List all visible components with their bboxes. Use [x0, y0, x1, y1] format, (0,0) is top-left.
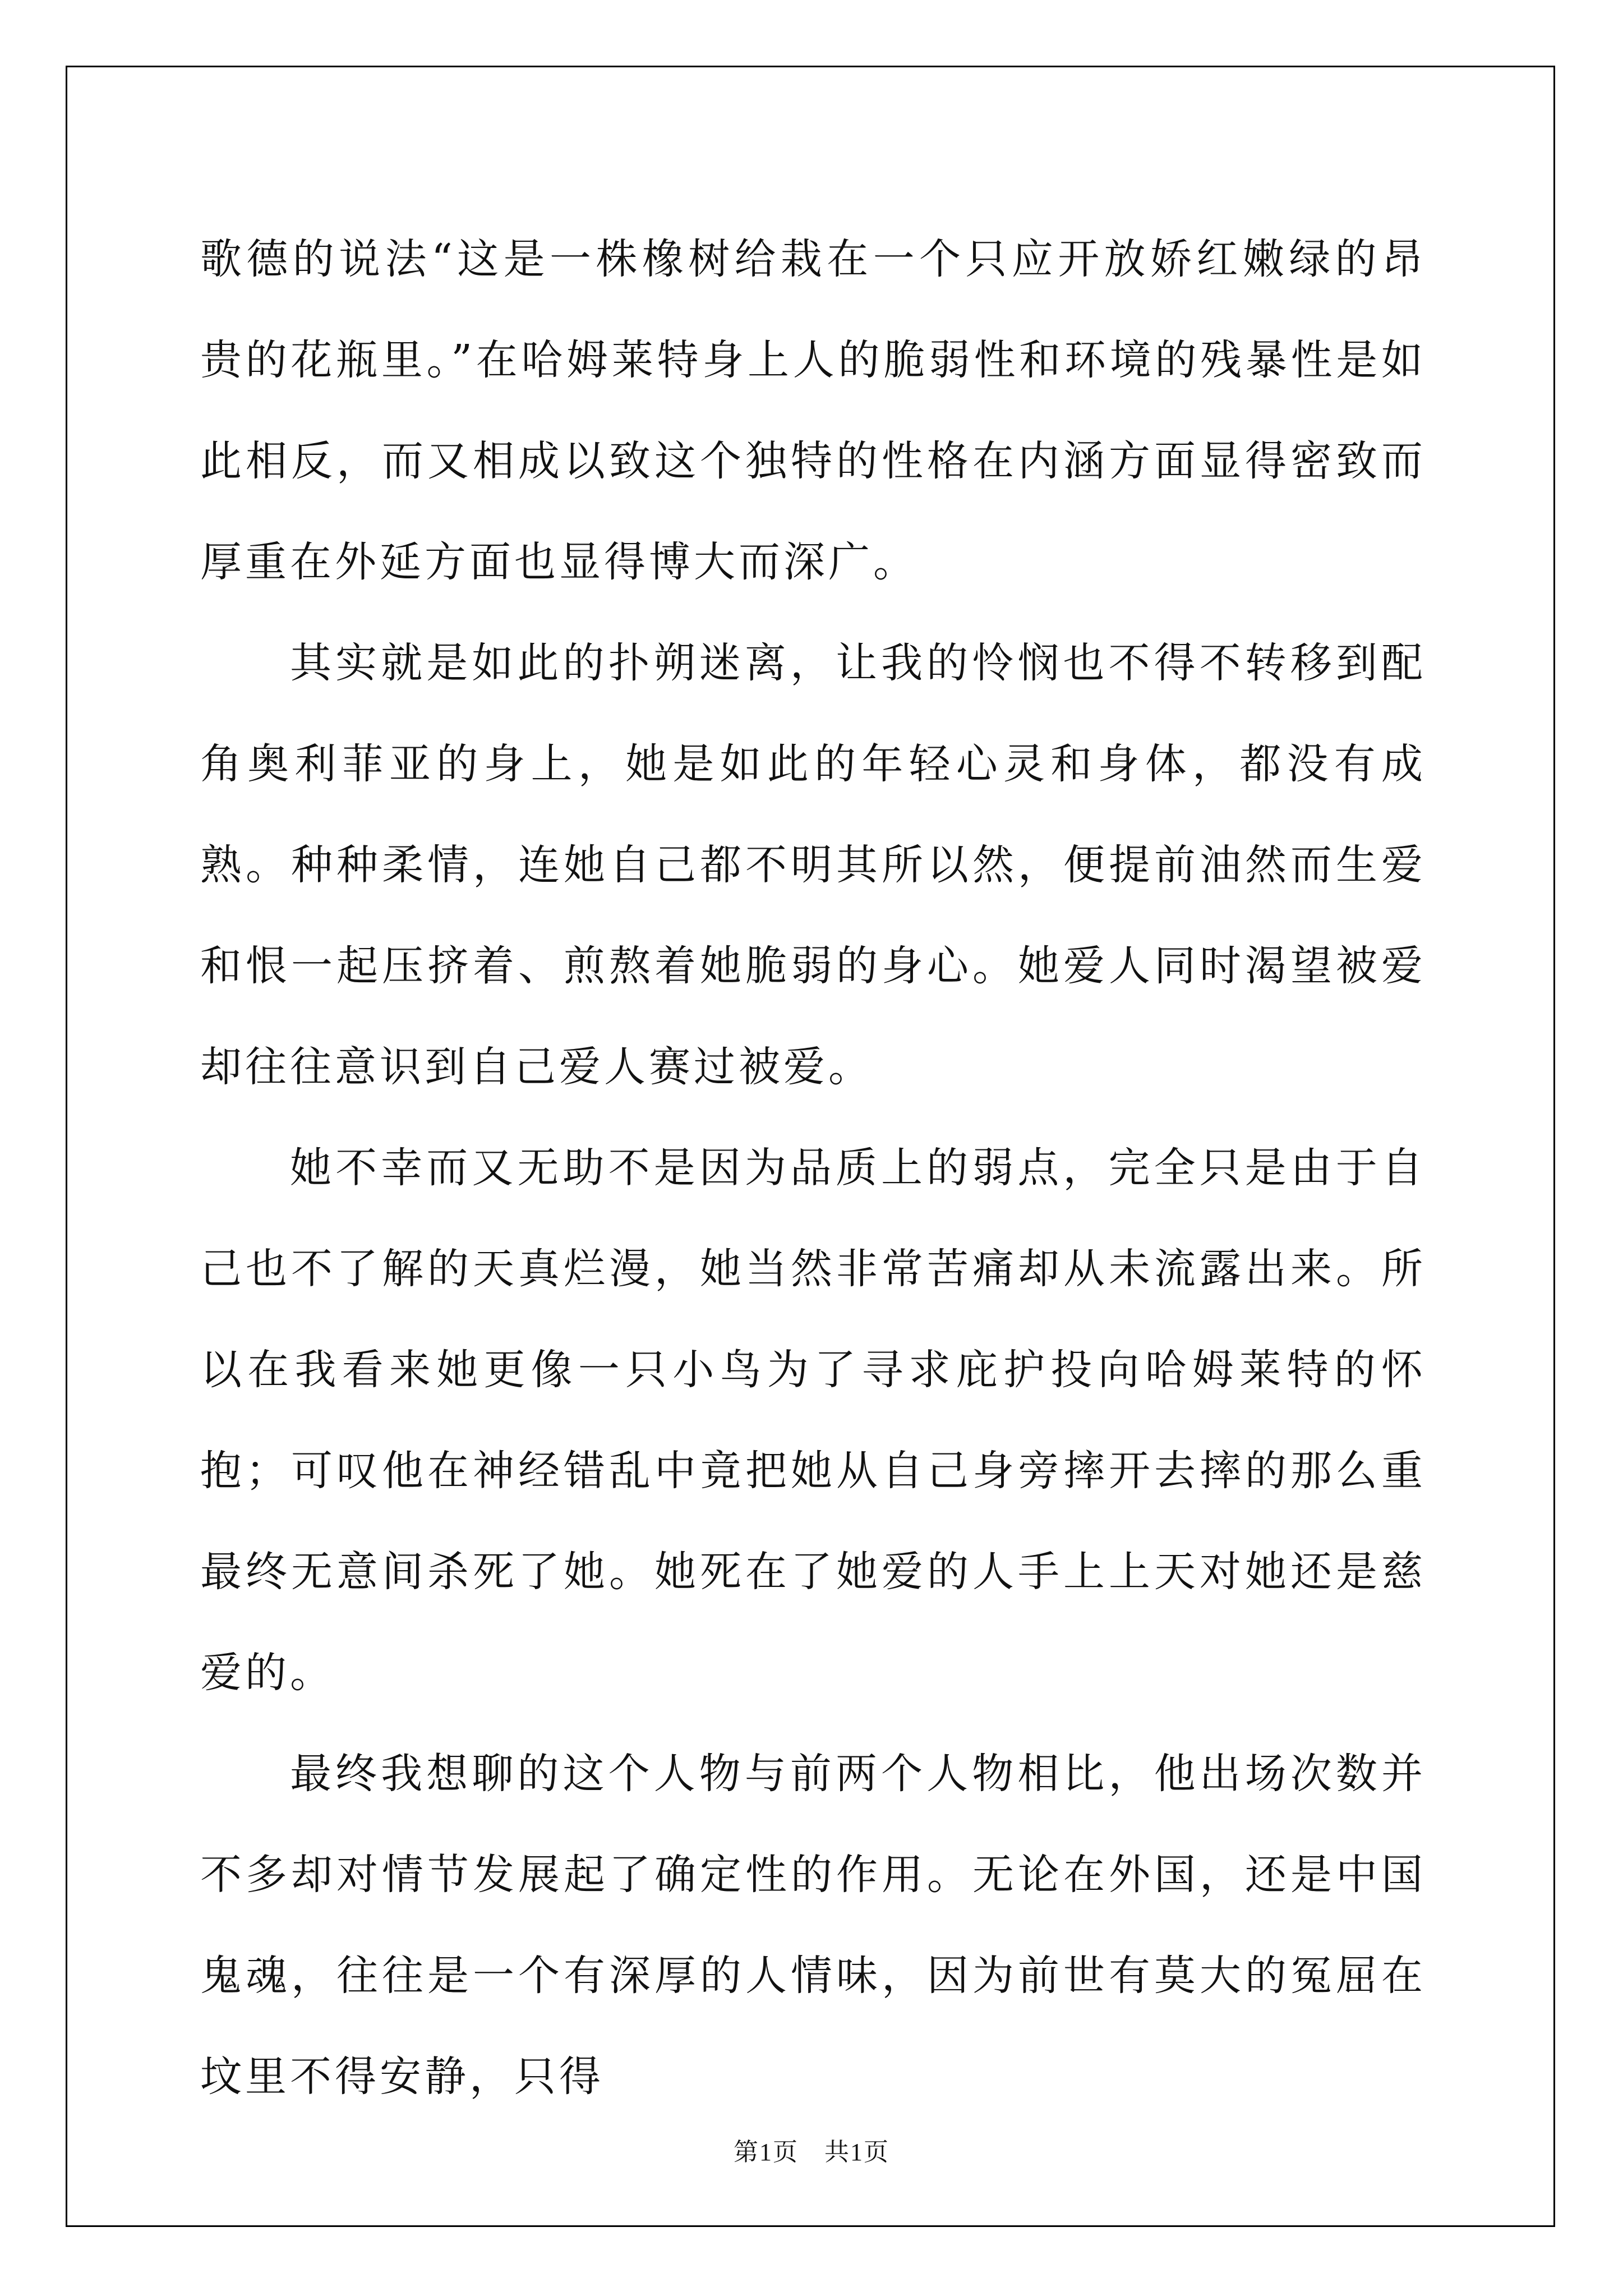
- page-footer: 第1页 共1页: [734, 2138, 889, 2166]
- document-body: [200, 209, 1426, 2127]
- paragraph-continuation: 歌德的说法“这是一株橡树给栽在一个只应开放娇红嫩绿的昂贵的花瓶里。”在哈姆莱特身上人的脆弱性和环境的残暴性是如此相反，而又相成以致这个独特的性格在内涵方面显得密致而厚重在外延方面也显得博大而深广。: [200, 235, 1426, 586]
- paragraph-ophelia-misfortune: 她不幸而又无助不是因为品质上的弱点，完全只是由于自己也不了解的天真烂漫，她当然非常苦痛却从未流露出来。所以在我看来她更像一只小鸟为了寻求庇护投向哈姆莱特的怀抱；可叹他在神经错乱中竟把她从自己身旁摔开去摔的那么重最终无意间杀死了她。她死在了她爱的人手上上天对她还是慈爱的。: [200, 1144, 1426, 1697]
- paragraph-ghost: 最终我想聊的这个人物与前两个人物相比，他出场次数并不多却对情节发展起了确定性的作用。无论在外国，还是中国鬼魂，往往是一个有深厚的人情味，因为前世有莫大的冤屈在坟里不得安静，只得: [200, 1750, 1426, 2101]
- paragraph-ophelia: 其实就是如此的扑朔迷离，让我的怜悯也不得不转移到配角奥利菲亚的身上，她是如此的年轻心灵和身体，都没有成熟。种种柔情，连她自己都不明其所以然，便提前油然而生爱和恨一起压挤着、煎熬着她脆弱的身心。她爱人同时渴望被爱却往往意识到自己爱人赛过被爱。: [200, 639, 1426, 1091]
